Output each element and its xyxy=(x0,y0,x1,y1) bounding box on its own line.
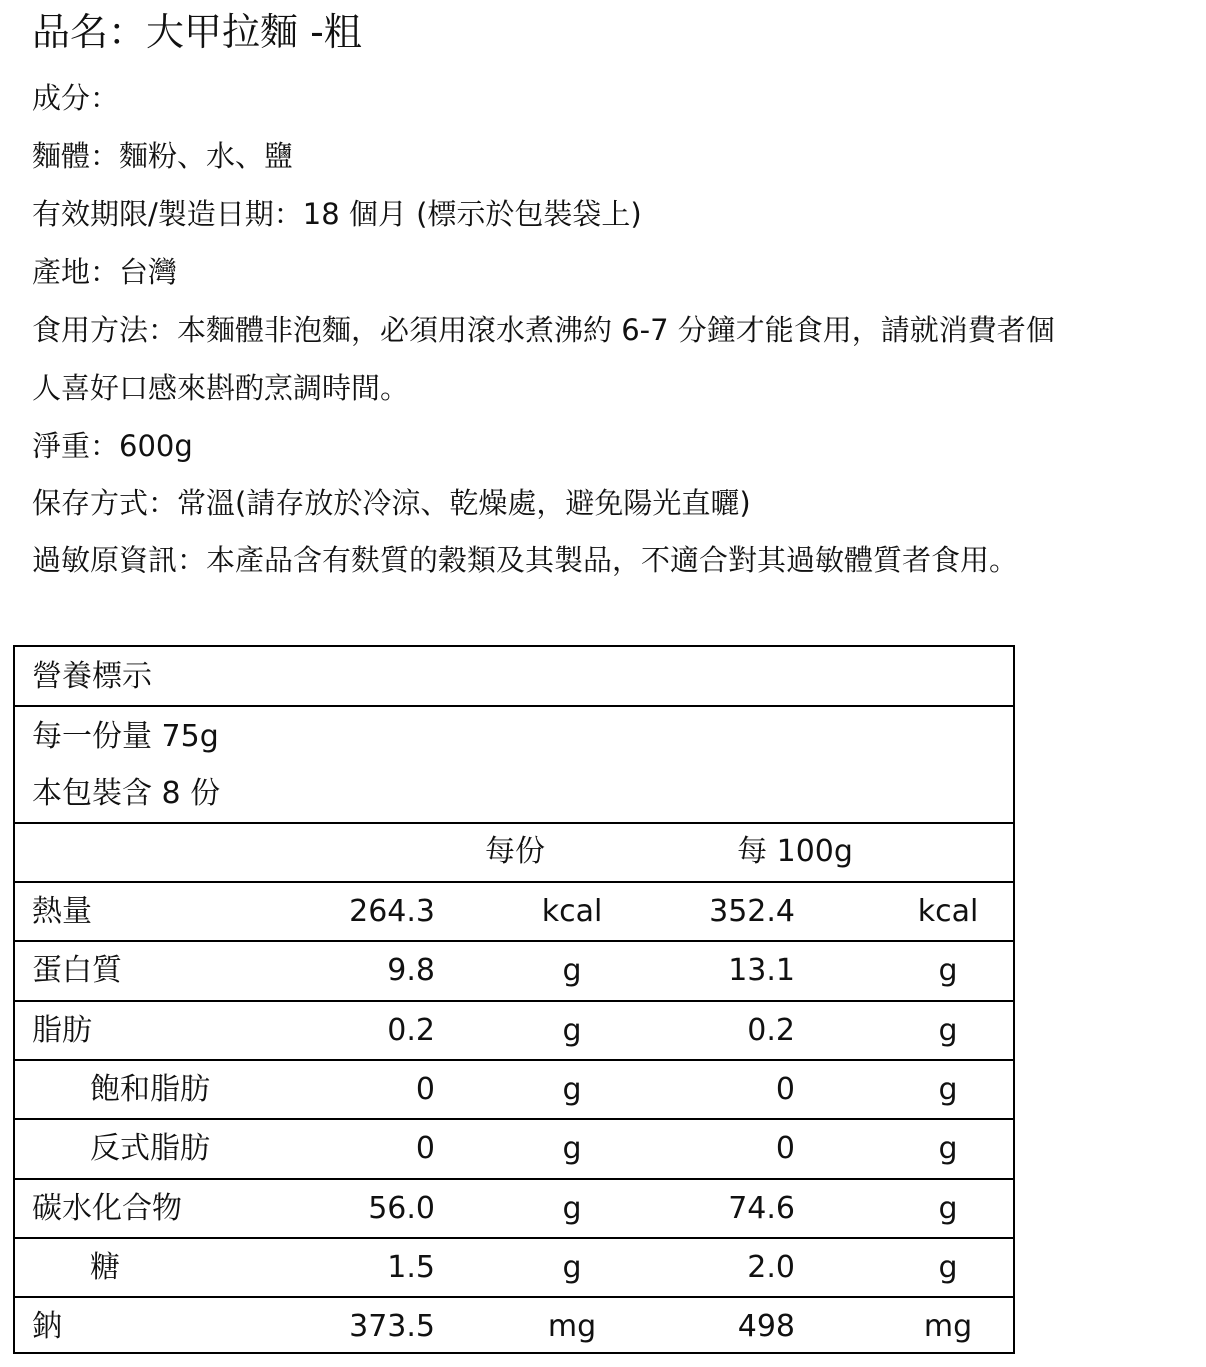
nutrition-facts-table xyxy=(13,645,1015,1354)
nutrient-unit-per-100g: g xyxy=(938,1249,958,1285)
nutrient-name: 反式脂肪 xyxy=(90,1131,210,1167)
allergen-info: 過敏原資訊：本產品含有麩質的穀類及其製品，不適合對其過敏體質者食用。 xyxy=(32,543,1019,577)
storage-method: 保存方式：常溫(請存放於冷涼、乾燥處，避免陽光直曬) xyxy=(32,486,751,520)
product-title: 品名：大甲拉麵 -粗 xyxy=(32,10,362,54)
nutrient-unit-per-serving: g xyxy=(562,1071,582,1107)
noodle-ingredients: 麵體：麵粉、水、鹽 xyxy=(32,139,294,173)
column-header-row xyxy=(15,822,1013,881)
nutrient-unit-per-serving: g xyxy=(562,953,582,989)
nutrient-unit-per-100g: kcal xyxy=(917,894,979,929)
origin: 產地：台灣 xyxy=(32,255,178,289)
serving-size: 每一份量 75g xyxy=(32,719,219,754)
nutrient-unit-per-100g: g xyxy=(938,1071,958,1107)
nutrient-per-100g: 2.0 xyxy=(747,1249,795,1285)
nutrient-name: 蛋白質 xyxy=(32,953,122,989)
nutrient-name: 脂肪 xyxy=(32,1012,92,1048)
nutrient-per-100g: 74.6 xyxy=(728,1190,795,1226)
serving-info-row xyxy=(15,705,1013,822)
col-per-serving: 每份 xyxy=(485,834,545,869)
nutrient-per-serving: 264.3 xyxy=(349,894,435,929)
nutrient-per-serving: 1.5 xyxy=(387,1249,435,1285)
nutrient-per-serving: 56.0 xyxy=(368,1190,435,1226)
nutrient-per-100g: 0 xyxy=(775,1131,795,1167)
nutrient-unit-per-100g: g xyxy=(938,1012,958,1048)
nutrient-per-100g: 13.1 xyxy=(728,953,795,989)
nutrient-per-serving: 0 xyxy=(415,1071,435,1107)
nutrient-per-100g: 0.2 xyxy=(747,1012,795,1048)
nutrient-unit-per-serving: g xyxy=(562,1012,582,1048)
servings-per-package: 本包裝含 8 份 xyxy=(32,776,221,811)
nutrient-name: 鈉 xyxy=(32,1309,62,1345)
col-per-100g: 每 100g xyxy=(737,834,853,869)
nutrient-unit-per-serving: kcal xyxy=(541,894,603,929)
nutrient-per-serving: 0.2 xyxy=(387,1012,435,1048)
nutrient-unit-per-100g: g xyxy=(938,1190,958,1226)
nutrient-name: 熱量 xyxy=(32,894,92,929)
nutrient-per-100g: 352.4 xyxy=(709,894,795,929)
nutrient-row xyxy=(15,881,1013,940)
nutrient-row xyxy=(15,1178,1013,1237)
nutrient-per-serving: 373.5 xyxy=(349,1309,435,1345)
nutrient-name: 糖 xyxy=(90,1249,120,1285)
nutrient-unit-per-100g: mg xyxy=(923,1309,973,1345)
nutrient-per-100g: 498 xyxy=(737,1309,795,1345)
nutrition-heading-row xyxy=(15,647,1013,705)
ingredients-label: 成分： xyxy=(32,81,120,115)
nutrient-unit-per-serving: mg xyxy=(547,1309,597,1345)
nutrient-per-serving: 0 xyxy=(415,1131,435,1167)
nutrient-row xyxy=(15,1237,1013,1296)
nutrient-unit-per-100g: g xyxy=(938,953,958,989)
net-weight: 淨重：600g xyxy=(32,429,193,463)
shelf-life: 有效期限/製造日期：18 個月 (標示於包裝袋上) xyxy=(32,197,642,231)
nutrient-row xyxy=(15,1296,1013,1355)
nutrient-unit-per-serving: g xyxy=(562,1131,582,1167)
usage-instructions-cont: 人喜好口感來斟酌烹調時間。 xyxy=(32,371,410,405)
nutrient-name: 碳水化合物 xyxy=(32,1190,182,1226)
nutrient-per-serving: 9.8 xyxy=(387,953,435,989)
nutrient-per-100g: 0 xyxy=(775,1071,795,1107)
nutrient-unit-per-serving: g xyxy=(562,1249,582,1285)
nutrient-name: 飽和脂肪 xyxy=(90,1071,210,1107)
nutrient-row xyxy=(15,1118,1013,1177)
nutrient-row xyxy=(15,940,1013,999)
usage-instructions: 食用方法：本麵體非泡麵，必須用滾水煮沸約 6-7 分鐘才能食用，請就消費者個 xyxy=(32,313,1055,347)
nutrition-heading: 營養標示 xyxy=(32,659,152,694)
nutrient-unit-per-100g: g xyxy=(938,1131,958,1167)
nutrient-row xyxy=(15,1059,1013,1118)
nutrient-row xyxy=(15,1000,1013,1059)
nutrient-unit-per-serving: g xyxy=(562,1190,582,1226)
